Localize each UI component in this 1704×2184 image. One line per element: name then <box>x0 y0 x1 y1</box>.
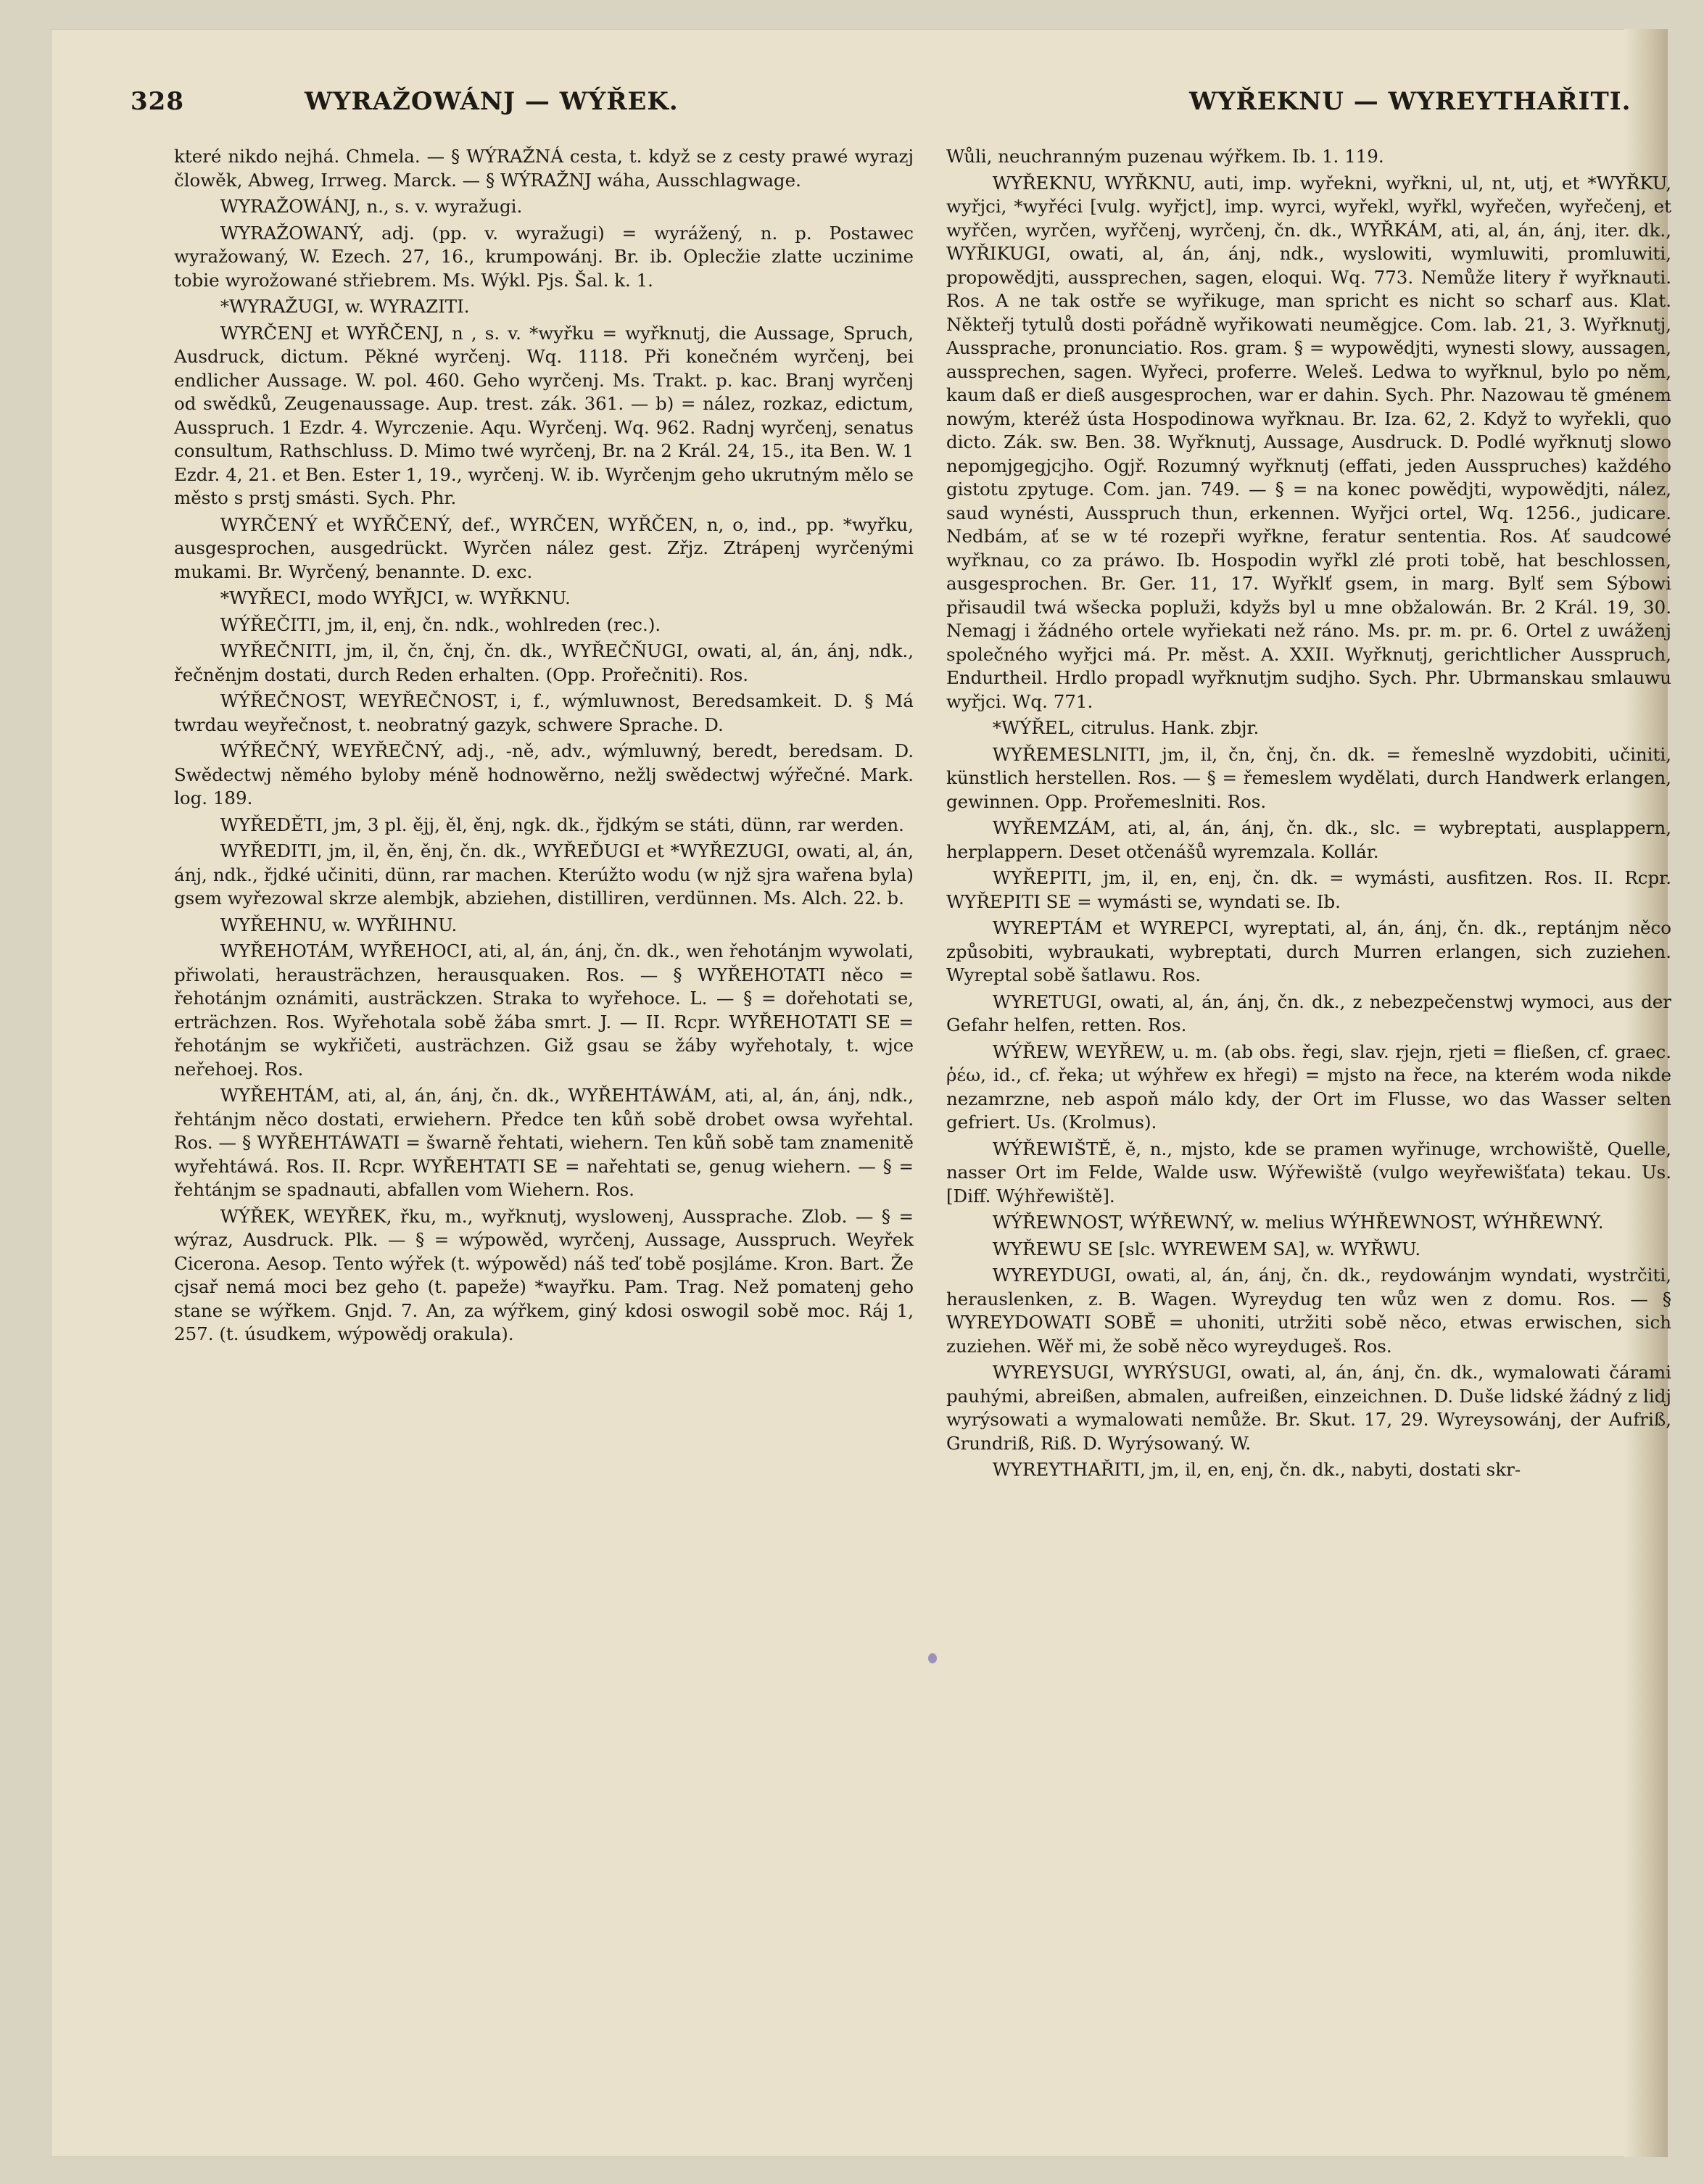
header-left-range: WYRAŽOWÁNJ — WÝŘEK. <box>305 87 679 116</box>
dictionary-entry: WYRAŽOWÁNJ, n., s. v. wyražugi. <box>220 196 523 217</box>
dictionary-page <box>51 29 1671 2157</box>
dictionary-entry: *WÝŘEL, citrulus. Hank. zbjr. <box>992 717 1260 738</box>
dictionary-entry: WÝŘEČITI, jm, il, enj, čn. ndk., wohlreden (rec.). <box>220 613 661 635</box>
dictionary-entry: WÝŘEČNÝ, WEYŘEČNÝ, adj., -ně, adv., wýmluwný, beredt, beredsam. D. Swědectwj němého byloby méně hodnowěrno, nežlj swědectwj wýřečné. Mark. log. 189. <box>174 740 914 808</box>
dictionary-entry: WYŘEWU SE [slc. WYREWEM SA], w. WYŘWU. <box>992 1238 1421 1259</box>
dictionary-entry: WYREYTHAŘITI, jm, il, en, enj, čn. dk., nabyti, dostati skr- <box>992 1459 1521 1480</box>
dictionary-entry: WÝŘEWIŠTĚ, ě, n., mjsto, kde se pramen wyřinuge, wrchowiště, Quelle, nasser Ort im Felde, Walde usw. Wýřewiště (vulgo weyřewišťata) tekau. Us. [Diff. Wýhřewiště]. <box>946 1138 1671 1207</box>
dictionary-entry: WYŘEHTÁM, ati, al, án, ánj, čn. dk., WYŘEHTÁWÁM, ati, al, án, ánj, ndk., řehtánjm něco dostati, erwiehern. Předce ten kůň sobě drobet owsa wyřehtal. Ros. — § WYŘEHTÁWATI = šwarně řehtati, wiehern. Ten kůň sobě tam znamenitě wyřehtáwá. Ros. II. Rcpr. WYŘEHTATI SE = nařehtati se, genug wiehern. — § = řehtánjm se spadnauti, abfallen vom Wiehern. Ros. <box>174 1085 914 1200</box>
header-right-range: WYŘEKNU — WYREYTHAŘITI. <box>1189 87 1631 116</box>
dictionary-entry: *WYRAŽUGI, w. WYRAZITI. <box>220 296 470 317</box>
dictionary-entry: WÝŘEWNOST, WÝŘEWNÝ, w. melius WÝHŘEWNOST, WÝHŘEWNÝ. <box>992 1212 1604 1233</box>
page-number: 328 <box>131 87 184 116</box>
entry-continuation: Wůli, neuchranným puzenau wýřkem. Ib. 1. 119. <box>946 146 1384 167</box>
right-column <box>946 145 1671 1482</box>
dictionary-entry: WÝŘEČNOST, WEYŘEČNOST, i, f., wýmluwnost, Beredsamkeit. D. § Má twrdau weyřečnost, t. neobratný gazyk, schwere Sprache. D. <box>174 690 914 735</box>
dictionary-entry: WÝŘEK, WEYŘEK, řku, m., wyřknutj, wyslowenj, Aussprache. Zlob. — § = wýraz, Ausdruck. Plk. — § = wýpowěd, wyrčenj, Aussage, Ausspruch. Weyřek Cicerona. Aesop. Tento wýřek (t. wýpowěd) náš teď tobě posjláme. Kron. Bart. Že cjsař nemá moci bez geho (t. papeže) *wayřku. Pam. Trag. Než pomatenj geho stane se wýřkem. Gnjd. 7. An, za wýřkem, giný kdosi oswogil sobě moc. Ráj 1, 257. (t. úsudkem, wýpowědj orakula). <box>174 1205 914 1344</box>
dictionary-entry: WYŘEHNU, w. WYŘIHNU. <box>220 914 458 935</box>
running-header <box>131 58 1682 116</box>
entry-continuation: které nikdo nejhá. Chmela. — § WÝRAŽNÁ cesta, t. když se z cesty prawé wyrazj člowěk, Abweg, Irrweg. Marck. — § WÝRAŽNJ wáha, Ausschlagwage. <box>174 146 914 191</box>
dictionary-entry: WYŘEDITI, jm, il, ěn, ěnj, čn. dk., WYŘEĎUGI et *WYŘEZUGI, owati, al, án, ánj, ndk., řjdké učiniti, dünn, rar machen. Kterúžto wodu (w njž sjra wařena byla) gsem wyřezowal skrze alembjk, abziehen, distilliren, verdünnen. Ms. Alch. 22. b. <box>174 840 914 909</box>
ink-spot <box>928 1653 937 1663</box>
dictionary-entry: WYRAŽOWANÝ, adj. (pp. v. wyražugi) = wyrážený, n. p. Postawec wyražowaný, W. Ezech. 27, 16., krumpowánj. Br. ib. Oplecžie zlatte uczinime tobie wyrožowané střiebrem. Ms. Wýkl. Pjs. Šal. k. 1. <box>174 222 914 291</box>
dictionary-entry: WÝŘEW, WEYŘEW, u. m. (ab obs. řegi, slav. rjejn, rjeti = fließen, cf. graec. ῥέω, id., cf. řeka; ut wýhřew ex hřegi) = mjsto na řece, na kterém woda nikde nezamrzne, neb aspoň málo kdy, der Ort im Flusse, wo das Wasser selten gefriert. Us. (Krolmus). <box>946 1041 1671 1133</box>
dictionary-entry: WYŘEDĚTI, jm, 3 pl. ějj, ěl, ěnj, ngk. dk., řjdkým se státi, dünn, rar werden. <box>220 814 904 835</box>
dictionary-entry: WYŘEPITI, jm, il, en, enj, čn. dk. = wymásti, ausfitzen. Ros. II. Rcpr. WYŘEPITI SE = wymásti se, wyndati se. Ib. <box>946 867 1671 912</box>
dictionary-entry: WYREYSUGI, WYRÝSUGI, owati, al, án, ánj, čn. dk., wymalowati čárami pauhými, abreißen, abmalen, aufreißen, einzeichnen. D. Duše lidské žádný z lidj wyrýsowati a wymalowati nemůže. Br. Skut. 17, 29. Wyreysowánj, der Aufriß, Grundriß, Riß. D. Wyrýsowaný. W. <box>946 1362 1671 1454</box>
dictionary-entry: WYREPTÁM et WYREPCI, wyreptati, al, án, ánj, čn. dk., reptánjm něco způsobiti, wybraukati, wybreptati, durch Murren erlangen, sich zuziehen. Wyreptal sobě šatlawu. Ros. <box>946 917 1671 985</box>
dictionary-entry: WYŘEMZÁM, ati, al, án, ánj, čn. dk., slc. = wybreptati, ausplappern, herplappern. Deset otčenášů wyremzala. Kollár. <box>946 817 1671 862</box>
dictionary-entry: WYRČENJ et WYŘČENJ, n , s. v. *wyřku = wyřknutj, die Aussage, Spruch, Ausdruck, dictum. Pěkné wyrčenj. Wq. 1118. Při konečném wyrčenj, bei endlicher Aussage. W. pol. 460. Geho wyrčenj. Ms. Trakt. p. kac. Branj wyrčenj od swědků, Zeugenaussage. Aup. trest. zák. 361. — b) = nález, rozkaz, edictum, Ausspruch. 1 Ezdr. 4. Wyrczenie. Aqu. Wyrčenj. Wq. 962. Radnj wyrčenj, senatus consultum, Rathschluss. D. Mimo twé wyrčenj, Br. na 2 Král. 24, 15., ita Ben. W. 1 Ezdr. 4, 21. et Ben. Ester 1, 19., wyrčenj. W. ib. Wyrčenjm geho ukrutným mělo se město s prstj smásti. Sych. Phr. <box>174 322 914 508</box>
dictionary-entry: *WYŘECI, modo WYŘJCI, w. WYŘKNU. <box>220 587 571 608</box>
dictionary-entry: WYREYDUGI, owati, al, án, ánj, čn. dk., reydowánjm wyndati, wystrčiti, herauslenken, z. B. Wagen. Wyreydug ten wůz wen z domu. Ros. — § WYREYDOWATI SOBĚ = uhoniti, utržiti sobě něco, etwas erwischen, sich zuziehen. Wěř mi, že sobě něco wyreydugeš. Ros. <box>946 1265 1671 1357</box>
left-column <box>174 145 914 1347</box>
dictionary-entry: WYŘEHOTÁM, WYŘEHOCI, ati, al, án, ánj, čn. dk., wen řehotánjm wywolati, přiwolati, herausträchzen, herausquaken. Ros. — § WYŘEHOTATI něco = řehotánjm oznámiti, austräckzen. Straka to wyřehoce. L. — § = dořehotati se, erträchzen. Ros. Wyřehotala sobě žába smrt. J. — II. Rcpr. WYŘEHOTATI SE = řehotánjm se wykřičeti, austrächzen. Giž gsau se žáby wyřehotaly, t. wjce neřehoej. Ros. <box>174 940 914 1080</box>
dictionary-entry: WYRČENÝ et WYŘČENÝ, def., WYRČEN, WYŘČEN, n, o, ind., pp. *wyřku, ausgesprochen, ausgedrückt. Wyrčen nález gest. Zřjz. Ztrápenj wyrčenými mukami. Br. Wyrčený, benannte. D. exc. <box>174 513 914 582</box>
dictionary-entry: WYRETUGI, owati, al, án, ánj, čn. dk., z nebezpečenstwj wymoci, aus der Gefahr helfen, retten. Ros. <box>946 990 1671 1035</box>
dictionary-entry: WYŘEKNU, WYŘKNU, auti, imp. wyřekni, wyřkni, ul, nt, utj, et *WYŘKU, wyřjci, *wyřéci [vulg. wyřjct], imp. wyrci, wyřekl, wyřkl, wyřečen, wyřečenj, et wyřčen, wyrčen, wyřčenj, wyrčenj, čn. dk., WYŘKÁM, ati, al, án, ánj, iter. dk., WYŘIKUGI, owati, al, án, ánj, ndk., wyslowiti, wymluwiti, promluwiti, propowědjti, aussprechen, sagen, eloqui. Wq. 773. Nemůže litery ř wyřknauti. Ros. A ne tak ostře se wyřikuge, man spricht es nicht so scharf aus. Klat. Někteřj tytulů dosti pořádně wyřikowati neuměgjce. Com. lab. 21, 3. Wyřknutj, Aussprache, pronunciatio. Ros. gram. § = wypowědjti, wynesti slowy, aussagen, aussprechen, sagen. Wyřeci, proferre. Weleš. Ledwa to wyřknul, bylo po něm, kaum daß er dieß ausgesprochen, war er dahin. Sych. Phr. Nazowau tě gménem nowým, kteréž ústa Hospodinowa wyřknau. Br. Iza. 62, 2. Když to wyřekli, quo dicto. Zák. sw. Ben. 38. Wyřknutj, Aussage, Ausdruck. D. Podlé wyřknutj slowo nepomjgegjcjho. Ogjř. Rozumný wyřknutj (effati, jeden Ausspruches) každého gistotu zpytuge. Com. jan. 749. — § = na konec powědjti, wypowědjti, nález, saud wynésti, Ausspruch thun, erkennen. Wyřjci ortel, Wq. 1256., judicare. Nedbám, ať se w té rozepři wyřkne, feratur sententia. Ros. Ať saudcowé wyřknau, co za práwo. Ib. Hospodin wyřkl zlé proti tobě, hat beschlossen, ausgesprochen. Br. Ger. 11, 17. Wyřklť gsem, in marg. Bylť sem Sýbowi přisaudil twá wšecka popluži, kdyžs byl u mne obžalowán. Br. 2 Král. 19, 30. Nemagj i žádného ortele wyřiekati než ráno. Ms. pr. m. pr. 6. Ortel z uwáženj společného wyřjci má. Pr. měst. A. XXII. Wyřknutj, gerichtlicher Ausspruch, Endurtheil. Hrdlo propadl wyřknutjm sudjho. Sych. Phr. Ubrmanskau smlauwu wyřjci. Wq. 771. <box>946 172 1671 712</box>
dictionary-entry: WYŘEČNITI, jm, il, čn, čnj, čn. dk., WYŘEČŇUGI, owati, al, án, ánj, ndk., řečněnjm dostati, durch Reden erhalten. (Opp. Prořečniti). Ros. <box>174 640 914 685</box>
dictionary-entry: WYŘEMESLNITI, jm, il, čn, čnj, čn. dk. = řemeslně wyzdobiti, učiniti, künstlich herstellen. Ros. — § = řemeslem wydělati, durch Handwerk erlangen, gewinnen. Opp. Prořemeslniti. Ros. <box>946 743 1671 812</box>
